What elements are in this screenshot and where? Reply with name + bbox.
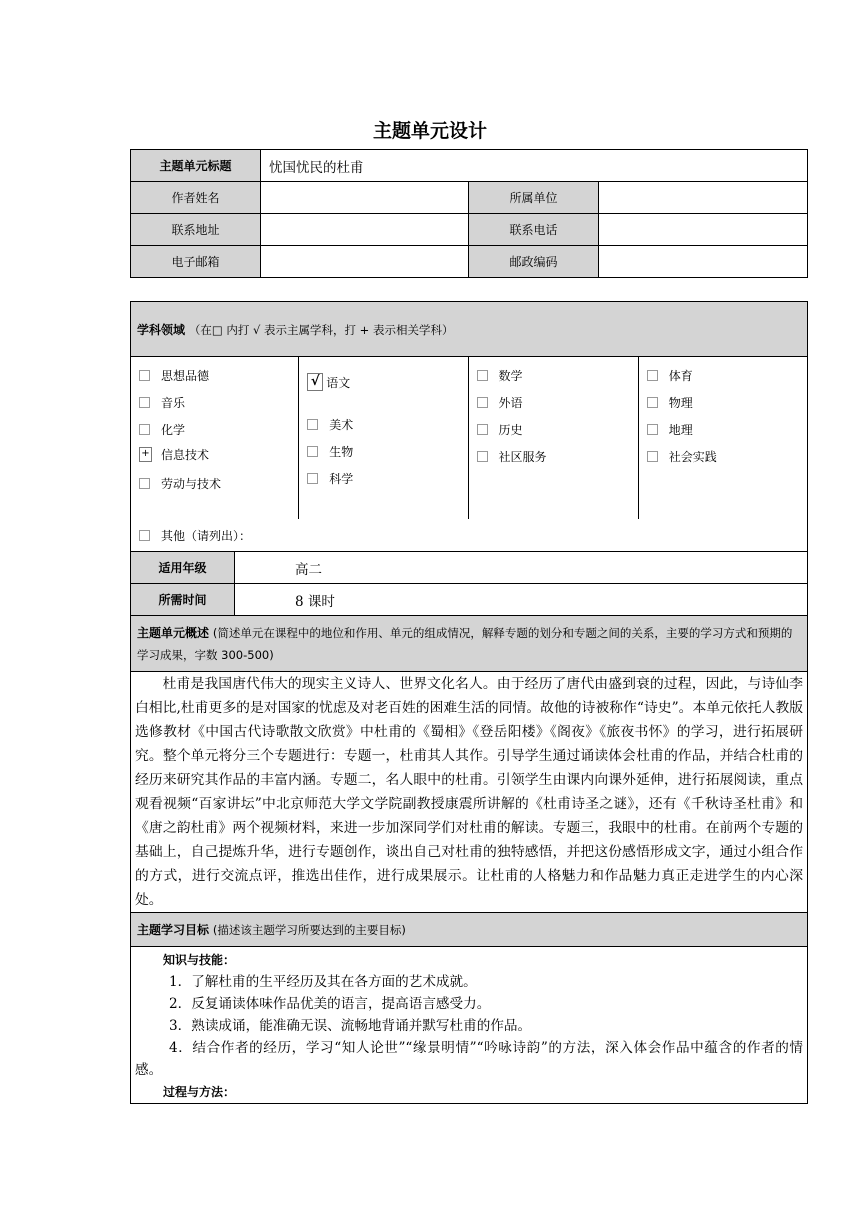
subject-item[interactable]: 化学 <box>139 421 185 438</box>
subject-item[interactable]: 外语 <box>477 394 523 411</box>
goal-item: 1．了解杜甫的生平经历及其在各方面的艺术成就。 <box>169 974 477 990</box>
goals-body[interactable] <box>131 947 808 1104</box>
address-label: 联系地址 <box>131 214 261 246</box>
grade-field[interactable]: 高二 <box>235 552 808 584</box>
subject-item[interactable]: 社区服务 <box>477 448 547 465</box>
plus-checkbox-icon[interactable]: + <box>139 447 152 462</box>
goal-item: 4．结合作者的经历，学习“知人论世”“缘景明情”“吟咏诗韵”的方法，深入体会作品中蕴含的作者的情感。 <box>135 1040 804 1078</box>
goals-label: 主题学习目标 <box>137 923 210 937</box>
process-label: 过程与方法： <box>163 1085 236 1099</box>
checkbox-icon[interactable] <box>139 370 150 381</box>
subject-column-4 <box>639 357 807 519</box>
overview-desc: (简述单元在课程中的地位和作用、单元的组成情况，解释专题的划分和专题之间的关系，主要的学习方式和预期的学习成果，字数 300-500) <box>137 625 793 662</box>
subject-header <box>131 302 808 357</box>
checkbox-icon[interactable] <box>307 419 318 430</box>
unit-title-label: 主题单元标题 <box>131 150 261 182</box>
email-field[interactable] <box>261 246 469 278</box>
subject-item[interactable]: + 信息技术 <box>139 446 209 463</box>
checkbox-icon[interactable] <box>647 397 658 408</box>
subject-label: 学科领域 <box>137 322 186 337</box>
subject-item[interactable]: 音乐 <box>139 394 185 411</box>
design-table <box>130 301 808 1104</box>
checkbox-icon[interactable] <box>139 530 150 541</box>
subject-item[interactable]: 社会实践 <box>647 448 717 465</box>
subject-item[interactable]: 科学 <box>307 470 353 487</box>
page-title: 主题单元设计 <box>372 120 487 142</box>
overview-body[interactable] <box>131 672 808 913</box>
overview-label: 主题单元概述 <box>137 625 210 640</box>
subject-item[interactable]: 生物 <box>307 443 353 460</box>
overview-header <box>131 616 808 672</box>
checkbox-icon[interactable] <box>477 397 488 408</box>
unit-label: 所属单位 <box>469 182 599 214</box>
subject-item[interactable]: 物理 <box>647 394 693 411</box>
goal-item: 2．反复诵读体味作品优美的语言，提高语言感受力。 <box>169 996 491 1012</box>
knowledge-label: 知识与技能： <box>163 953 236 967</box>
checkbox-icon[interactable] <box>139 478 150 489</box>
goals-desc: (描述该主题学习所要达到的主要目标) <box>212 923 406 937</box>
subject-item[interactable]: 历史 <box>477 421 523 438</box>
subject-item[interactable]: 数学 <box>477 367 523 384</box>
goal-item: 3．熟读成诵，能准确无误、流畅地背诵并默写杜甫的作品。 <box>169 1018 532 1034</box>
subject-item[interactable]: 劳动与技术 <box>139 475 221 492</box>
phone-label: 联系电话 <box>469 214 599 246</box>
subject-column-3 <box>469 357 639 519</box>
checkbox-icon[interactable] <box>307 446 318 457</box>
checkbox-icon[interactable] <box>647 370 658 381</box>
phone-field[interactable] <box>599 214 808 246</box>
subject-desc: （在□ 内打 √ 表示主属学科，打 + 表示相关学科） <box>188 322 454 337</box>
checkbox-icon[interactable] <box>477 451 488 462</box>
checkbox-icon[interactable] <box>139 397 150 408</box>
checkbox-icon[interactable] <box>477 424 488 435</box>
author-label: 作者姓名 <box>131 182 261 214</box>
subject-item[interactable]: 体育 <box>647 367 693 384</box>
overview-text: 杜甫是我国唐代伟大的现实主义诗人、世界文化名人。由于经历了唐代由盛到衰的过程，因此，与诗仙李白相比,杜甫更多的是对国家的忧虑及对老百姓的困难生活的同情。故他的诗被称作“诗史”。本单元依托人教版选修教材《中国古代诗歌散文欣赏》中杜甫的《蜀相》《登岳阳楼》《阁夜》《旅夜书怀》的学习，进行拓展研究。整个单元将分三个专题进行：专题一，杜甫其人其作。引导学生通过诵读体会杜甫的作品，并结合杜甫的经历来研究其作品的丰富内涵。专题二，名人眼中的杜甫。引领学生由课内向课外延伸，进行拓展阅读，重点观看视频“百家讲坛”中北京师范大学文学院副教授康震所讲解的《杜甫诗圣之谜》，还有《千秋诗圣杜甫》和《唐之韵杜甫》两个视频材料，来进一步加深同学们对杜甫的解读。专题三，我眼中的杜甫。在前两个专题的基础上，自己提炼升华，进行专题创作，谈出自己对杜甫的独特感悟，并把这份感悟形成文字，通过小组合作的方式，进行交流点评，推选出佳作，进行成果展示。让杜甫的人格魅力和作品魅力真正走进学生的内心深处。 <box>135 676 804 908</box>
email-label: 电子邮箱 <box>131 246 261 278</box>
checkbox-icon[interactable] <box>647 424 658 435</box>
checkbox-icon[interactable] <box>477 370 488 381</box>
subject-grid <box>131 357 808 552</box>
grade-label: 适用年级 <box>131 552 235 584</box>
checkbox-icon[interactable] <box>307 473 318 484</box>
subject-item[interactable]: 思想品德 <box>139 367 209 384</box>
postcode-field[interactable] <box>599 246 808 278</box>
time-field[interactable]: 8 课时 <box>235 584 808 616</box>
checkbox-icon[interactable] <box>139 424 150 435</box>
author-field[interactable] <box>261 182 469 214</box>
postcode-label: 邮政编码 <box>469 246 599 278</box>
subject-item[interactable]: 美术 <box>307 416 353 433</box>
check-mark-icon[interactable]: √ <box>307 373 323 391</box>
subject-item[interactable]: √ 语文 <box>307 373 350 391</box>
other-subject[interactable]: 其他（请列出）： <box>131 519 807 551</box>
subject-column-1 <box>131 357 299 519</box>
address-field[interactable] <box>261 214 469 246</box>
info-table <box>130 149 808 278</box>
unit-field[interactable] <box>599 182 808 214</box>
time-label: 所需时间 <box>131 584 235 616</box>
subject-column-2 <box>299 357 468 519</box>
goals-header <box>131 913 808 947</box>
subject-item[interactable]: 地理 <box>647 421 693 438</box>
checkbox-icon[interactable] <box>647 451 658 462</box>
unit-title-field[interactable]: 忧国忧民的杜甫 <box>261 150 808 182</box>
